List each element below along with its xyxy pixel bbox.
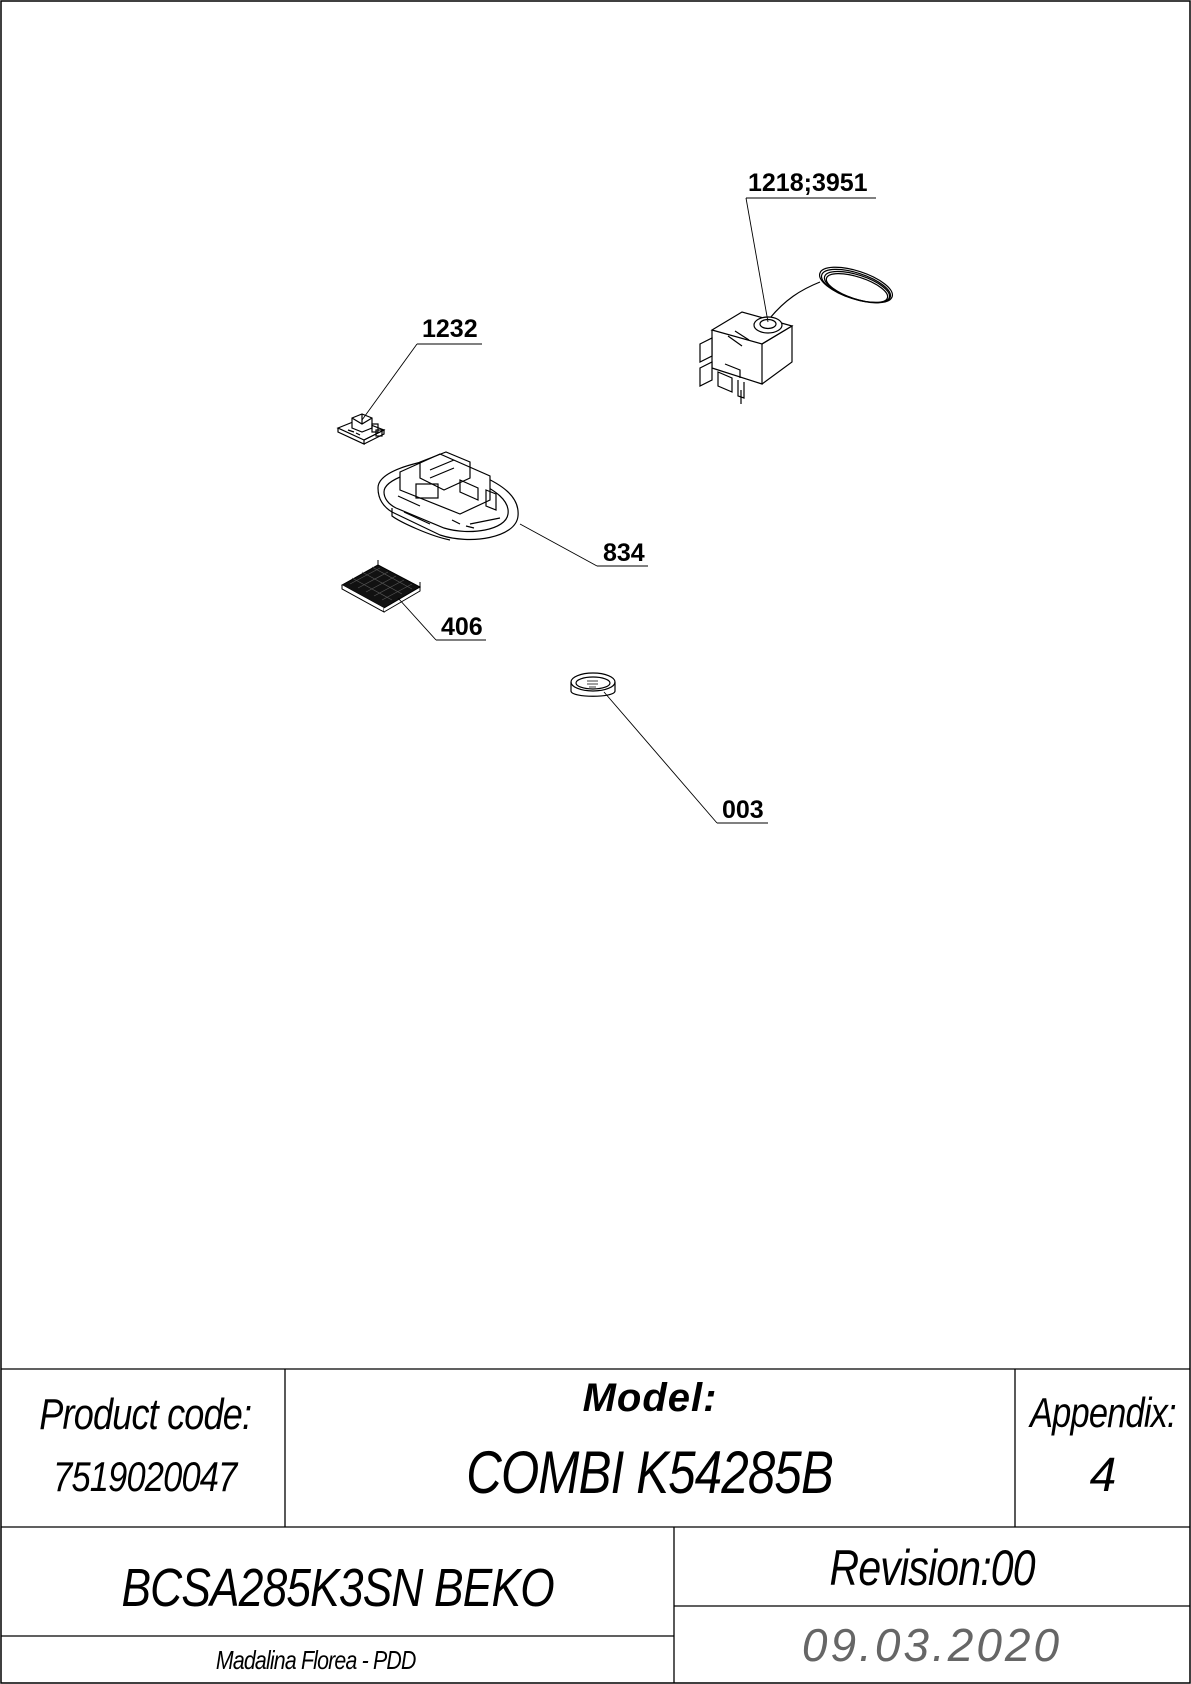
part-cap [571,673,615,696]
callout-label: 1232 [422,315,478,343]
part-lamp-housing [378,452,518,540]
model-name: COMBI K54285B [466,1438,834,1506]
product-code: 7519020047 [53,1453,237,1500]
date: 09.03.2020 [801,1619,1063,1671]
model-label: Model: [582,1375,718,1420]
appendix-number: 4 [1089,1448,1116,1502]
callout-label: 1218;3951 [748,169,868,197]
callout-label: 003 [722,796,764,824]
callout-label: 834 [603,539,645,567]
callout-label: 406 [441,613,483,641]
part-thermostat [700,260,896,404]
part-diffuser [342,560,420,612]
product-name: BCSA285K3SN BEKO [121,1558,554,1618]
product-code-label: Product code: [39,1390,251,1439]
part-switch [338,414,384,444]
appendix-label: Appendix: [1029,1389,1176,1436]
revision: Revision:00 [829,1540,1035,1596]
author: Madalina Florea - PDD [216,1644,416,1675]
